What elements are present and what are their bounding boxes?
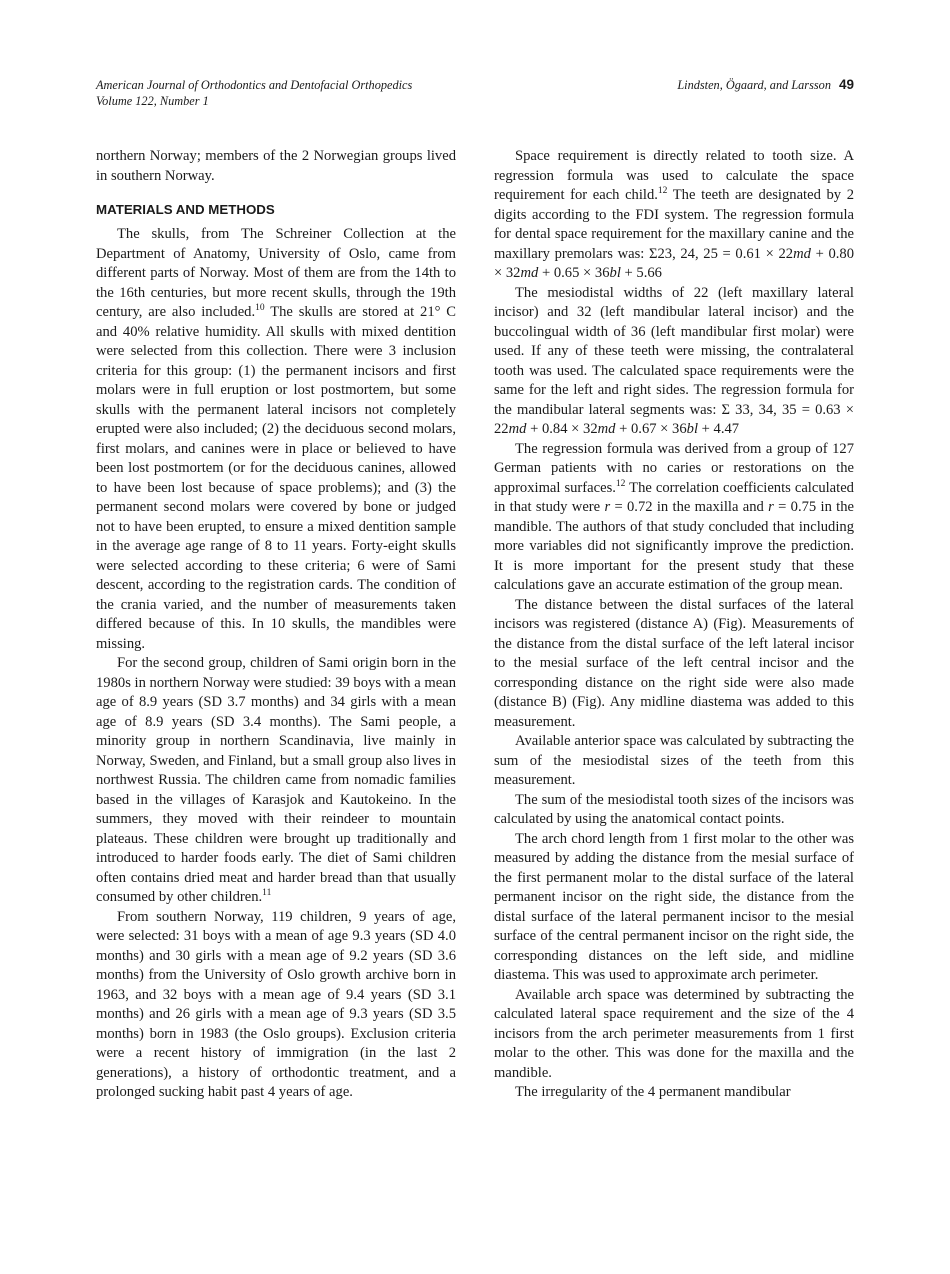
paragraph <box>494 732 854 791</box>
paragraph <box>494 791 854 830</box>
text-run: From southern Norway, 119 children, 9 years of age, were selected: 31 boys with a mean of age 9.3 years (SD 4.0 months) and 30 girls with a mean age of 9.2 years (SD 3.6 months) from the University of Oslo growth archive born in 1963, and 32 boys with a mean age of 9.4 years (SD 3.1 months) and 26 girls with a mean age of 9.3 years (SD 3.5 months) born in 1983 (the Oslo groups). Exclusion criteria were a recent history of immigration (in the last 2 generations), a history of orthodontic treatment, and a prolonged sucking habit past 4 years of age. <box>96 908 456 1100</box>
text-run: + 0.80 × 32 <box>494 245 854 281</box>
italic-variable: r <box>604 499 611 515</box>
paragraph <box>494 986 854 1084</box>
paragraph <box>494 596 854 733</box>
text-run: = 0.72 in the maxilla and <box>610 499 769 515</box>
text-run: + 0.84 × 32 <box>526 421 598 437</box>
running-header-right <box>677 77 854 93</box>
italic-variable: md <box>508 421 527 437</box>
reference-superscript: 12 <box>615 478 626 489</box>
paragraph <box>96 147 456 186</box>
right-column <box>494 147 854 1103</box>
section-heading: MATERIALS AND METHODS <box>96 202 275 217</box>
paragraph <box>494 1083 854 1103</box>
text-run: The teeth are designated by 2 digits according to the FDI system. The regression formula for dental space requirement for the maxillary canine and the maxillary premolars was: Σ23, 24, 25 = 0.61 × 22 <box>494 187 854 262</box>
page-number: 49 <box>838 77 854 92</box>
paragraph <box>96 908 456 1103</box>
italic-variable: md <box>520 265 539 281</box>
paragraph <box>96 654 456 908</box>
text-run: The skulls, from The Schreiner Collection at the Department of Anatomy, University of Oslo, came from different parts of Norway. Most of them are from the 14th to the 16th centuries, but more recent skulls, through the 19th century, are also included. <box>96 226 456 320</box>
italic-variable: md <box>793 245 811 262</box>
text-run: + 0.65 × 36 <box>538 265 610 281</box>
text-run: The regression formula was derived from a group of 127 German patients with no caries or restorations on the approximal surfaces. <box>494 440 854 496</box>
left-column <box>96 147 456 1103</box>
paragraph <box>494 830 854 986</box>
text-run: The mesiodistal widths of 22 (left maxillary lateral incisor) and 32 (left mandibular lateral incisor) and the buccolingual width of 36 (left mandibular first molar) were used. If any of these teeth were missing, the contralateral tooth was used. The calculated space requirements were the same for the left and right sides. The regression formula for the mandibular lateral segments was: Σ 33, 34, 35 = 0.63 × 22 <box>494 284 854 437</box>
italic-variable: r <box>768 499 774 515</box>
text-run: + 5.66 <box>620 265 662 281</box>
text-run: For the second group, children of Sami origin born in the 1980s in northern Norway were studied: 39 boys with a mean age of 8.9 years (SD 3.7 months) and 34 girls with a mean age of 8.9 years (SD 3.4 months). The Sami people, a minority group in northern Scandinavia, live mainly in Norway, Sweden, and Finland, but a small group also lives in northwest Russia. The children came from nomadic families based in the villages of Karasjok and Kautokeino. In the summers, they moved with their reindeer to mountain plateaus. These children were brought up traditionally and introduced to harder foods early. The diet of Sami children often contains dried meat and harder bread than that usually consumed by other children. <box>96 655 456 905</box>
running-header-left <box>96 77 412 109</box>
text-run: Space requirement is directly related to tooth size. A regression formula was used to calculate the space requirement for each child. <box>494 148 854 203</box>
text-run: The irregularity of the 4 permanent mandibular <box>515 1084 791 1100</box>
text-run: = 0.75 in the mandible. The authors of that study concluded that including more variables did not significantly improve the prediction. It is more important for the present study that these calculations gave an accurate estimation of the group mean. <box>494 499 855 593</box>
text-run: northern Norway; members of the 2 Norwegian groups lived in southern Norway. <box>96 148 456 184</box>
paragraph <box>494 440 854 596</box>
reference-superscript: 12 <box>657 186 668 196</box>
journal-volume: Volume 122, Number 1 <box>96 94 209 108</box>
paragraph <box>494 284 854 440</box>
text-run: The skulls are stored at 21° C and 40% relative humidity. All skulls with mixed dentition were selected from this collection. There were 3 inclusion criteria for this group: (1) the permanent incisors and first molars were in full eruption or lost postmortem, but some skulls with the permanent lateral incisors not completely erupted were also included; (2) the deciduous second molars, first molars, and canines were in place or believed to have been lost postmortem (or for the deciduous canines, allowed to have been lost because of space problems); and (3) the permanent second molars were covered by bone or judged not to have been erupted, to ensure a mixed dentition sample in the average age range of 8 to 11 years. Forty-eight skulls were selected according to these criteria; 6 were of Sami descent, according to the registration cards. The condition of the crania varied, and the number of measurements taken differed because of this. In 10 skulls, the mandibles were missing. <box>96 304 457 652</box>
paragraph <box>96 225 456 654</box>
article-authors: Lindsten, Ögaard, and Larsson <box>677 78 831 92</box>
text-run: Available arch space was determined by subtracting the calculated lateral space requirement and the size of the 4 incisors from the arch perimeter measurements from 1 first molar to the other. This was done for the maxilla and the mandible. <box>494 986 854 1081</box>
text-run: The distance between the distal surfaces of the lateral incisors was registered (distance A) (Fig). Measurements of the distance from the distal surface of the left lateral incisor to the mesial surface of the left central incisor and the corresponding distance on the right side were also made (distance B) (Fig). Any midline diastema was added to this measurement. <box>494 596 854 730</box>
text-run: + 4.47 <box>698 421 740 437</box>
text-run: Available anterior space was calculated by subtracting the sum of the mesiodistal sizes of the teeth from this measurement. <box>494 733 854 788</box>
journal-title: American Journal of Orthodontics and Dentofacial Orthopedics <box>96 78 413 92</box>
reference-superscript: 10 <box>255 303 265 313</box>
reference-superscript: 11 <box>262 888 272 898</box>
text-run: The correlation coefficients calculated in that study were <box>494 479 854 515</box>
italic-variable: bl <box>609 265 621 281</box>
paragraph <box>494 147 854 284</box>
text-run: The arch chord length from 1 first molar to the other was measured by adding the distance from the mesial surface of the first permanent molar to the distal surface of the lateral permanent incisor on the right side, the distance from the distal surface of the lateral permanent incisor to the mesial surface of the central permanent incisor on the right side, the corresponding distances on the left side, and midline diastema. This was used to approximate arch perimeter. <box>494 830 854 983</box>
text-run: The sum of the mesiodistal tooth sizes of the incisors was calculated by using the anatomical contact points. <box>494 791 854 827</box>
text-run: + 0.67 × 36 <box>615 421 687 437</box>
italic-variable: bl <box>686 421 699 437</box>
italic-variable: md <box>597 421 616 437</box>
